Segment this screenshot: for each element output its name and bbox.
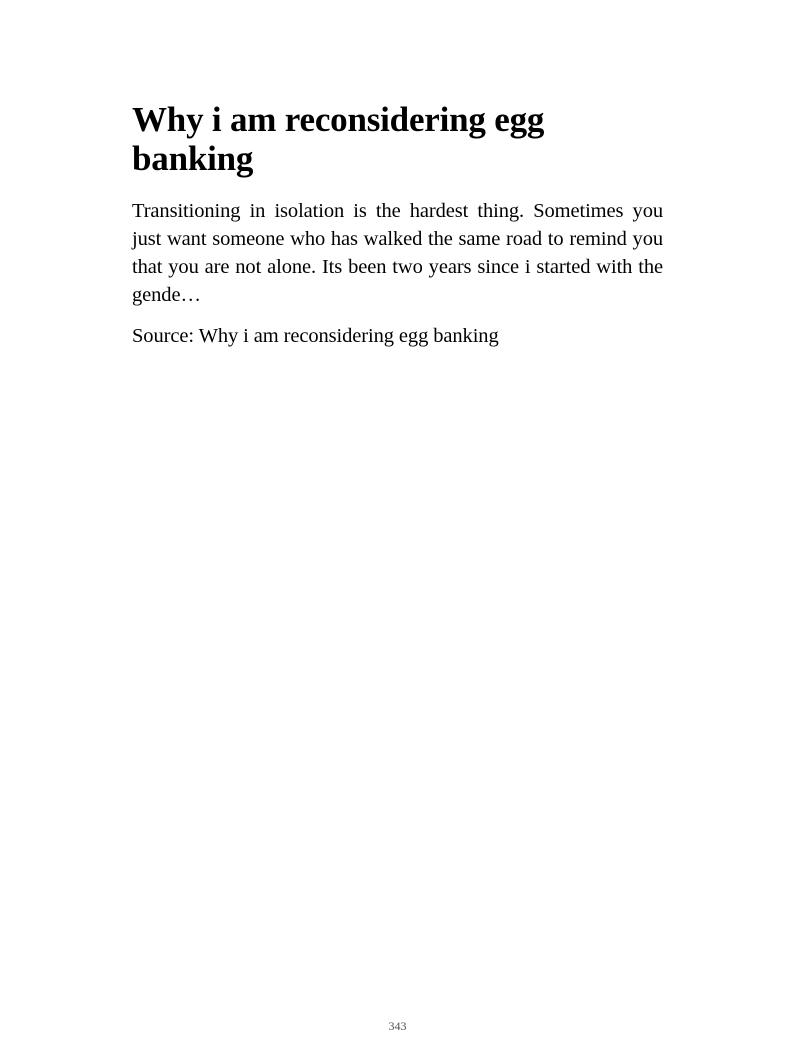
article-title: Why i am reconsidering egg banking: [132, 100, 545, 178]
article-excerpt: Transitioning in isolation is the hardest thing. Sometimes you just want someone who has walked the same road to remind you that you are not alone. Its been two years since i started with the gende…: [132, 200, 663, 306]
page-content: [132, 100, 663, 350]
article-source: Source: Why i am reconsidering egg banking: [132, 325, 499, 347]
page-number: 343: [388, 1019, 407, 1033]
